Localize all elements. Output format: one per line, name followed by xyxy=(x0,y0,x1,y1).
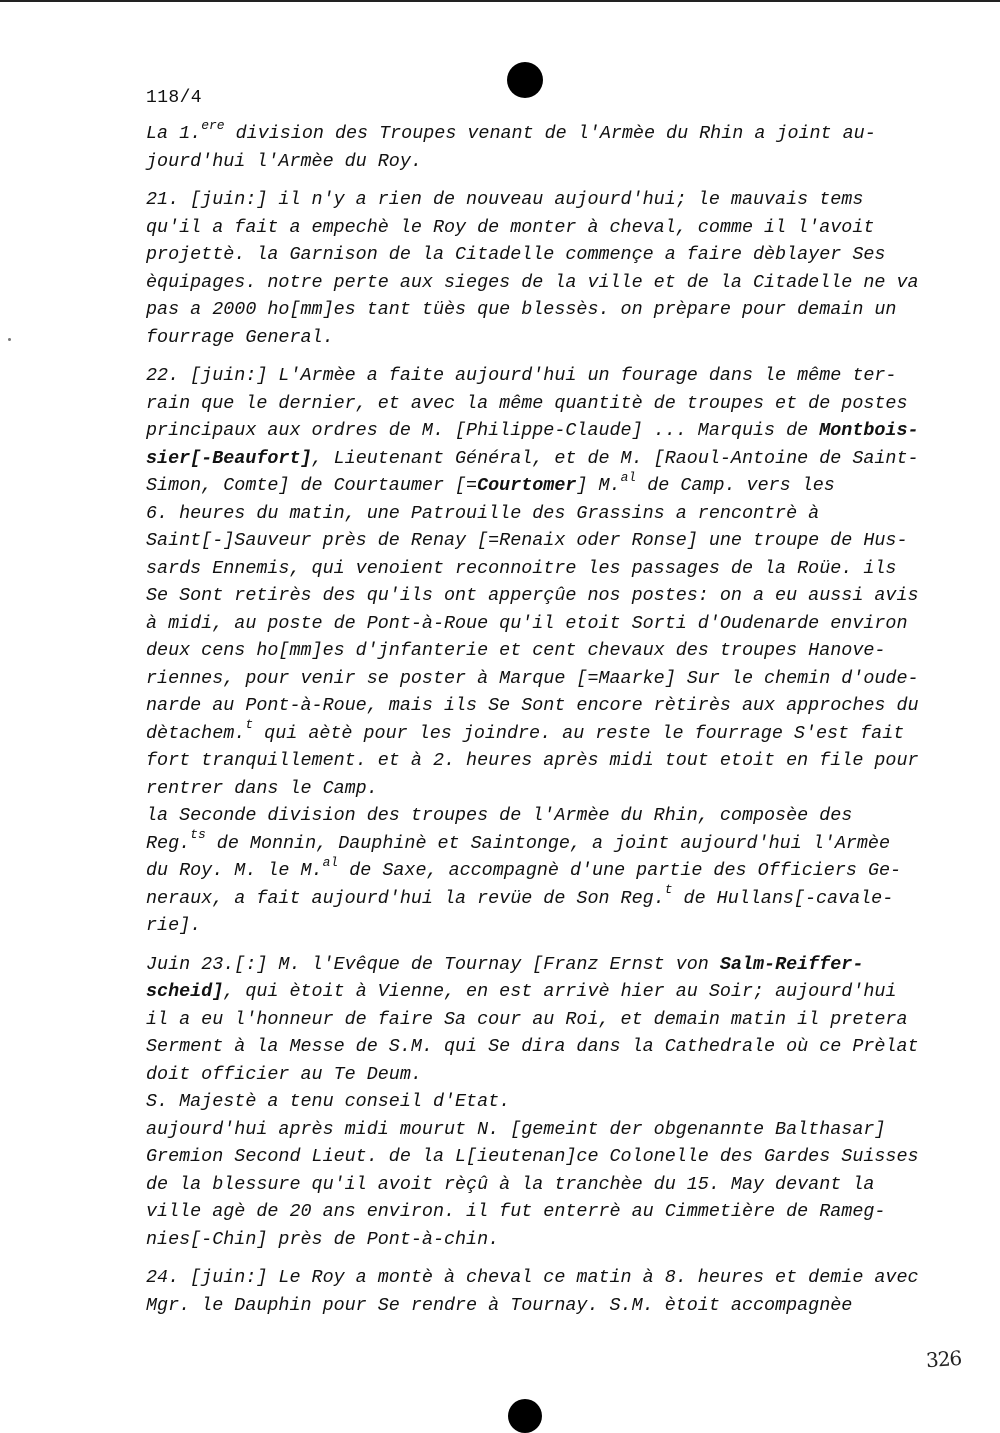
text-run: projettè. la Garnison de la Citadelle commençe a faire dèblayer Ses xyxy=(146,244,886,265)
text-run: Serment à la Messe de S.M. qui Se dira dans la Cathedrale où ce Prèlat xyxy=(146,1036,919,1057)
text-run: Se Sont retirès des qu'ils ont apperçûe nos postes: on a eu aussi avis xyxy=(146,585,919,606)
text-run: la Seconde division des troupes de l'Armèe du Rhin, composèe des xyxy=(146,805,853,826)
text-line xyxy=(146,1264,919,1292)
text-run: Gremion Second Lieut. de la L[ieutenan]ce Colonelle des Gardes Suisses xyxy=(146,1146,919,1167)
text-line xyxy=(146,582,919,610)
text-run: ville agè de 20 ans environ. il fut enterrè au Cimmetière de Rameg- xyxy=(146,1201,886,1222)
text-run: riennes, pour venir se poster à Marque [=Maarke] Sur le chemin d'oude- xyxy=(146,667,919,689)
text-run: de Saxe, accompagnè d'une partie des Officiers Ge- xyxy=(338,860,902,881)
bold-name: Courtomer xyxy=(477,475,577,496)
text-run: , qui ètoit à Vienne, en est arrivè hier au Soir; aujourd'hui xyxy=(223,981,897,1002)
text-line xyxy=(146,775,916,803)
paragraph xyxy=(146,362,919,940)
text-run: ] M. xyxy=(576,475,621,496)
text-run: de Camp. vers les xyxy=(636,475,835,496)
text-run: S. Majestè a tenu conseil d'Etat. xyxy=(146,1091,511,1112)
paragraph xyxy=(146,186,919,351)
text-run: aujourd'hui après midi mourut N. [gemeint der obgenannte Balthasar] xyxy=(146,1118,886,1140)
text-line xyxy=(146,417,919,445)
text-line xyxy=(146,390,916,418)
text-run: de la blessure qu'il avoit rèçû à la tranchèe du 15. May devant la xyxy=(146,1173,875,1195)
bold-name: sier[-Beaufort] xyxy=(146,447,312,469)
text-run: èquipages. notre perte aux sieges de la ville et de la Citadelle ne va xyxy=(146,271,919,293)
text-line xyxy=(146,1033,919,1061)
text-run: Mgr. le Dauphin pour Se rendre à Tournay. S.M. ètoit accompagnèe xyxy=(146,1294,853,1316)
text-line xyxy=(146,978,916,1006)
text-run: 6. heures du matin, une Patrouille des Grassins a rencontrè à xyxy=(146,502,820,524)
text-line xyxy=(146,912,916,940)
text-line xyxy=(146,445,919,473)
text-line xyxy=(146,555,916,583)
text-run: deux cens ho[mm]es d'jnfanterie et cent chevaux des troupes Hanove- xyxy=(146,640,886,661)
margin-speck xyxy=(8,338,11,341)
text-run: 24. [juin:] Le Roy a montè à cheval ce matin à 8. heures et demie avec xyxy=(146,1267,919,1288)
text-run: principaux aux ordres de M. [Philippe-Claude] ... Marquis de xyxy=(146,420,820,441)
text-run: à midi, au poste de Pont-à-Roue qu'il etoit Sorti d'Oudenarde environ xyxy=(146,612,908,634)
paragraph xyxy=(146,951,919,1254)
text-run: qu'il a fait a empechè le Roy de monter à cheval, comme il l'avoit xyxy=(146,216,875,238)
text-line xyxy=(146,1061,916,1089)
text-line xyxy=(146,951,916,979)
text-line xyxy=(146,214,916,242)
text-line xyxy=(146,827,916,858)
text-line xyxy=(146,1292,916,1320)
text-run: jourd'hui l'Armèe du Roy. xyxy=(146,150,422,172)
text-line xyxy=(146,241,916,269)
handwritten-page-number: 326 xyxy=(925,1345,962,1373)
text-line xyxy=(146,692,919,720)
text-run: de Monnin, Dauphinè et Saintonge, a joint aujourd'hui l'Armèe xyxy=(205,832,891,854)
text-line xyxy=(146,1143,919,1171)
punch-hole-top xyxy=(507,62,543,98)
text-run: doit officier au Te Deum. xyxy=(146,1063,422,1085)
text-run: de Hullans[-cavale- xyxy=(672,887,894,909)
superscript: al xyxy=(322,854,339,870)
text-line xyxy=(146,186,916,214)
superscript: ts xyxy=(190,827,206,843)
superscript: al xyxy=(620,469,637,485)
text-run: , Lieutenant Général, et de M. [Raoul-Antoine de Saint- xyxy=(311,447,919,469)
text-run: rie]. xyxy=(146,915,202,936)
text-line xyxy=(146,117,916,148)
page-top-edge xyxy=(0,0,1000,2)
text-run: nies[-Chin] près de Pont-à-chin. xyxy=(146,1228,500,1250)
text-line xyxy=(146,637,916,665)
text-run: division des Troupes venant de l'Armèe du Rhin a joint au- xyxy=(224,123,876,144)
text-run: fort tranquillement. et à 2. heures après midi tout etoit en file pour xyxy=(146,750,919,771)
text-run: il a eu l'honneur de faire Sa cour au Roi, et demain matin il pretera xyxy=(146,1008,908,1030)
text-run: qui aètè pour les joindre. au reste le fourrage S'est fait xyxy=(253,722,905,744)
text-line xyxy=(146,802,916,830)
text-run: sards Ennemis, qui venoient reconnoitre les passages de la Roüe. ils xyxy=(146,557,897,579)
bold-name: Salm-Reiffer- xyxy=(719,953,864,975)
text-run: rentrer dans le Camp. xyxy=(146,777,378,799)
text-line xyxy=(146,1198,916,1226)
paragraph xyxy=(146,1264,919,1319)
text-line xyxy=(146,717,916,748)
text-line xyxy=(146,854,916,885)
text-line xyxy=(146,1171,916,1199)
text-line xyxy=(146,1088,916,1116)
text-run: La 1. xyxy=(146,123,202,144)
text-line xyxy=(146,527,916,555)
text-line xyxy=(146,665,919,693)
text-line xyxy=(146,362,916,390)
text-line xyxy=(146,1116,916,1144)
text-run: fourrage General. xyxy=(146,326,334,348)
punch-hole-bottom xyxy=(508,1399,542,1433)
superscript: t xyxy=(664,882,673,898)
bold-name: Montbois- xyxy=(819,420,919,441)
text-run: Simon, Comte] de Courtaumer [= xyxy=(146,475,478,496)
document-body xyxy=(146,117,919,1330)
text-run: 21. [juin:] il n'y a rien de nouveau aujourd'hui; le mauvais tems xyxy=(146,189,864,210)
text-line xyxy=(146,747,919,775)
bold-name: scheid] xyxy=(146,981,224,1002)
superscript: ere xyxy=(201,117,225,133)
text-run: dètachem. xyxy=(146,722,246,744)
text-line xyxy=(146,1226,916,1254)
text-line xyxy=(146,469,916,500)
text-run: du Roy. M. le M. xyxy=(146,860,323,881)
superscript: t xyxy=(245,717,254,733)
text-line xyxy=(146,1006,916,1034)
text-line xyxy=(146,500,916,528)
text-run: Reg. xyxy=(146,832,191,854)
text-run: pas a 2000 ho[mm]es tant tüès que blessès. on prèpare pour demain un xyxy=(146,299,897,320)
text-line xyxy=(146,610,916,638)
text-line xyxy=(146,882,916,913)
text-line xyxy=(146,148,916,176)
text-run: 22. [juin:] L'Armèe a faite aujourd'hui un fourage dans le même ter- xyxy=(146,365,897,386)
text-run: Saint[-]Sauveur près de Renay [=Renaix oder Ronse] une troupe de Hus- xyxy=(146,530,908,551)
paragraph xyxy=(146,117,916,175)
text-run: narde au Pont-à-Roue, mais ils Se Sont encore rètirès aux approches du xyxy=(146,695,919,716)
text-line xyxy=(146,269,919,297)
folio-number: 118/4 xyxy=(146,88,203,108)
text-run: neraux, a fait aujourd'hui la revüe de Son Reg. xyxy=(146,887,665,909)
text-line xyxy=(146,324,916,352)
text-line xyxy=(146,296,916,324)
text-run: rain que le dernier, et avec la même quantitè de troupes et de postes xyxy=(146,392,908,414)
text-run: Juin 23.[:] M. l'Evêque de Tournay [Franz Ernst von xyxy=(146,953,720,975)
